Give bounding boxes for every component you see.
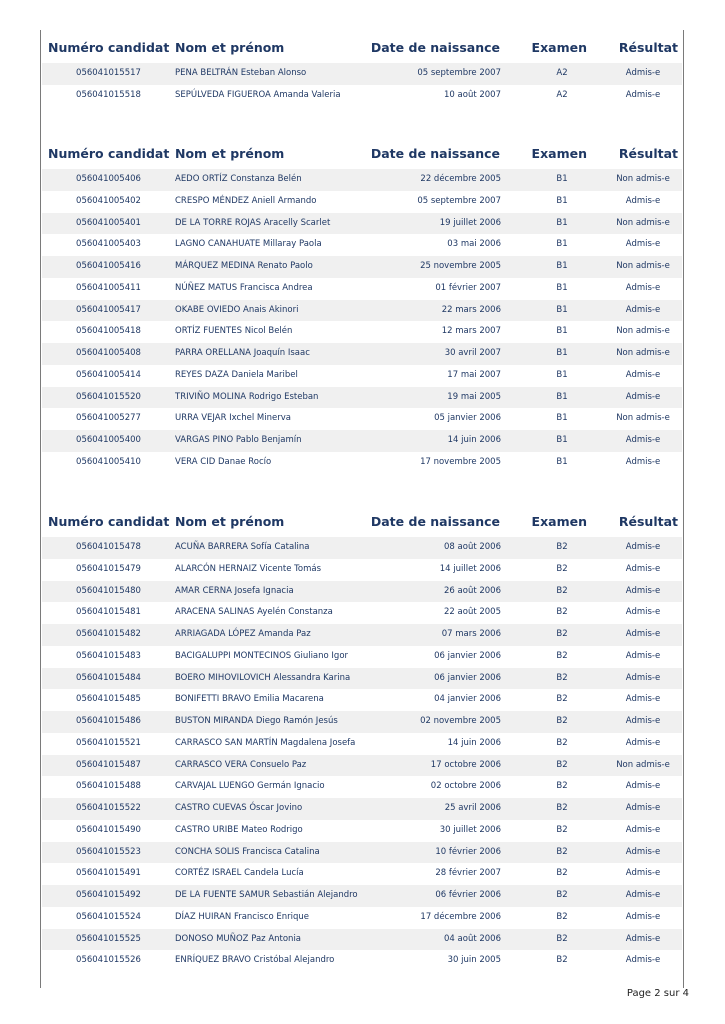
cell-nom-prenom: BOERO MIHOVILOVICH Alessandra Karina: [175, 672, 351, 683]
cell-numero-candidat: 056041015525: [76, 933, 141, 944]
result-table: [42, 139, 682, 474]
cell-resultat: Admis-e: [625, 650, 661, 661]
table-header: [42, 139, 682, 169]
cell-nom-prenom: LAGNO CANAHUATE Millaray Paola: [175, 239, 322, 250]
cell-resultat: Admis-e: [625, 890, 661, 900]
cell-numero-candidat: 056041015523: [76, 846, 141, 857]
cell-numero-candidat: 056041015479: [76, 563, 141, 574]
cell-resultat: Admis-e: [625, 846, 661, 857]
cell-examen: A2: [556, 89, 568, 100]
cell-numero-candidat: 056041015517: [76, 68, 141, 78]
table-header: [42, 507, 682, 537]
cell-examen: B1: [556, 239, 568, 250]
cell-date-naissance: 22 août 2005: [444, 607, 501, 618]
cell-date-naissance: 12 mars 2007: [441, 326, 501, 337]
cell-examen: B1: [556, 217, 568, 228]
cell-numero-candidat: 056041015492: [76, 890, 141, 900]
cell-nom-prenom: ORTÍZ FUENTES Nicol Belén: [175, 326, 293, 337]
cell-resultat: Admis-e: [625, 607, 661, 618]
cell-date-naissance: 06 février 2006: [435, 890, 501, 900]
cell-resultat: Admis-e: [625, 391, 661, 402]
cell-date-naissance: 26 août 2006: [444, 585, 501, 596]
cell-examen: B2: [556, 650, 568, 661]
cell-date-naissance: 25 novembre 2005: [420, 261, 501, 271]
table-row: [42, 863, 682, 885]
cell-examen: B2: [556, 672, 568, 683]
cell-date-naissance: 22 mars 2006: [441, 304, 501, 315]
cell-nom-prenom: CONCHA SOLIS Francisca Catalina: [175, 846, 320, 857]
cell-nom-prenom: VERA CID Danae Rocío: [175, 456, 272, 467]
cell-numero-candidat: 056041015518: [76, 89, 141, 100]
cell-examen: B1: [556, 348, 568, 358]
cell-numero-candidat: 056041015481: [76, 607, 141, 618]
cell-examen: B1: [556, 304, 568, 315]
cell-date-naissance: 03 mai 2006: [447, 239, 501, 250]
header-nom-prenom: Nom et prénom: [175, 146, 285, 161]
table-row: [42, 191, 682, 213]
header-date-naissance: Date de naissance: [370, 40, 500, 55]
table-row: [42, 689, 682, 711]
header-numero-candidat: Numéro candidat: [48, 514, 170, 529]
cell-examen: B1: [556, 282, 568, 293]
table-row: [42, 602, 682, 624]
table-row: [42, 950, 682, 972]
cell-date-naissance: 19 mai 2005: [447, 391, 501, 402]
cell-resultat: Admis-e: [625, 563, 661, 574]
cell-examen: B1: [556, 326, 568, 337]
table-row: [42, 646, 682, 668]
table-row: [42, 408, 682, 430]
header-examen: Examen: [531, 514, 587, 529]
cell-examen: B1: [556, 391, 568, 402]
table-row: [42, 63, 682, 85]
cell-nom-prenom: MÁRQUEZ MEDINA Renato Paolo: [175, 261, 313, 271]
cell-date-naissance: 06 janvier 2006: [434, 672, 501, 683]
header-numero-candidat: Numéro candidat: [48, 40, 170, 55]
cell-date-naissance: 04 janvier 2006: [434, 694, 501, 705]
cell-examen: B2: [556, 563, 568, 574]
cell-nom-prenom: ALARCÓN HERNAIZ Vicente Tomás: [175, 563, 322, 574]
cell-examen: B2: [556, 737, 568, 748]
cell-resultat: Admis-e: [625, 933, 661, 944]
cell-numero-candidat: 056041005416: [76, 261, 141, 271]
cell-numero-candidat: 056041005403: [76, 239, 141, 250]
cell-numero-candidat: 056041015522: [76, 803, 141, 813]
header-nom-prenom: Nom et prénom: [175, 514, 285, 529]
page-frame-right: [683, 30, 684, 988]
cell-examen: B2: [556, 694, 568, 705]
header-numero-candidat: Numéro candidat: [48, 146, 170, 161]
cell-resultat: Non admis-e: [616, 261, 670, 271]
cell-examen: B2: [556, 868, 568, 879]
cell-resultat: Admis-e: [625, 694, 661, 705]
cell-numero-candidat: 056041015483: [76, 650, 141, 661]
cell-nom-prenom: DE LA TORRE ROJAS Aracelly Scarlet: [175, 217, 331, 228]
cell-nom-prenom: CASTRO URIBE Mateo Rodrigo: [175, 824, 303, 835]
cell-nom-prenom: CASTRO CUEVAS Óscar Jovino: [175, 803, 303, 813]
cell-resultat: Admis-e: [625, 585, 661, 596]
cell-date-naissance: 28 février 2007: [435, 868, 501, 879]
cell-numero-candidat: 056041015488: [76, 781, 141, 792]
cell-resultat: Admis-e: [625, 911, 661, 922]
table-row: [42, 842, 682, 864]
header-date-naissance: Date de naissance: [370, 514, 500, 529]
cell-nom-prenom: CARVAJAL LUENGO Germán Ignacio: [175, 781, 325, 792]
header-examen: Examen: [531, 40, 587, 55]
cell-numero-candidat: 056041015524: [76, 911, 141, 922]
cell-numero-candidat: 056041015487: [76, 759, 141, 770]
cell-resultat: Admis-e: [625, 803, 661, 813]
page-frame-left: [40, 30, 41, 988]
table-row: [42, 169, 682, 191]
cell-examen: B1: [556, 456, 568, 467]
cell-examen: B2: [556, 803, 568, 813]
cell-resultat: Admis-e: [625, 304, 661, 315]
cell-nom-prenom: PENA BELTRÁN Esteban Alonso: [175, 68, 307, 78]
cell-numero-candidat: 056041005417: [76, 304, 141, 315]
cell-resultat: Non admis-e: [616, 348, 670, 358]
cell-date-naissance: 02 octobre 2006: [430, 781, 501, 792]
cell-numero-candidat: 056041005401: [76, 217, 141, 228]
table-row: [42, 321, 682, 343]
cell-resultat: Admis-e: [625, 89, 661, 100]
cell-examen: B2: [556, 759, 568, 770]
table-row: [42, 278, 682, 300]
cell-nom-prenom: OKABE OVIEDO Anais Akinori: [175, 304, 299, 315]
cell-date-naissance: 05 septembre 2007: [417, 68, 501, 78]
cell-nom-prenom: BUSTON MIRANDA Diego Ramón Jesús: [175, 716, 338, 726]
cell-nom-prenom: VARGAS PINO Pablo Benjamín: [175, 435, 302, 445]
cell-examen: B1: [556, 413, 568, 424]
cell-nom-prenom: ARRIAGADA LÓPEZ Amanda Paz: [175, 629, 311, 639]
header-resultat: Résultat: [618, 40, 678, 55]
cell-date-naissance: 02 novembre 2005: [420, 716, 501, 726]
cell-resultat: Admis-e: [625, 369, 661, 380]
cell-date-naissance: 10 février 2006: [435, 846, 501, 857]
cell-nom-prenom: BACIGALUPPI MONTECINOS Giuliano Igor: [175, 650, 349, 661]
cell-nom-prenom: CORTÉZ ISRAEL Candela Lucía: [175, 868, 304, 879]
table-row: [42, 798, 682, 820]
table-row: [42, 581, 682, 603]
cell-examen: B1: [556, 369, 568, 380]
header-resultat: Résultat: [618, 514, 678, 529]
cell-numero-candidat: 056041015485: [76, 694, 141, 705]
cell-examen: B2: [556, 911, 568, 922]
cell-date-naissance: 06 janvier 2006: [434, 650, 501, 661]
cell-date-naissance: 25 avril 2006: [444, 803, 501, 813]
cell-date-naissance: 10 août 2007: [444, 89, 501, 100]
cell-nom-prenom: TRIVIÑO MOLINA Rodrigo Esteban: [175, 391, 319, 402]
cell-examen: B1: [556, 195, 568, 206]
cell-nom-prenom: ARACENA SALINAS Ayelén Constanza: [175, 607, 333, 618]
cell-date-naissance: 19 juillet 2006: [439, 217, 501, 228]
cell-nom-prenom: BONIFETTI BRAVO Emilia Macarena: [175, 694, 324, 705]
cell-resultat: Admis-e: [625, 737, 661, 748]
table-row: [42, 776, 682, 798]
cell-date-naissance: 17 décembre 2006: [420, 911, 501, 922]
table-row: [42, 343, 682, 365]
cell-resultat: Admis-e: [625, 781, 661, 792]
cell-nom-prenom: NÚÑEZ MATUS Francisca Andrea: [175, 282, 313, 293]
cell-date-naissance: 17 octobre 2006: [430, 759, 501, 770]
table-row: [42, 256, 682, 278]
cell-resultat: Admis-e: [625, 456, 661, 467]
cell-numero-candidat: 056041005418: [76, 326, 141, 337]
cell-numero-candidat: 056041015490: [76, 824, 141, 835]
cell-examen: B1: [556, 174, 568, 184]
table-row: [42, 300, 682, 322]
cell-nom-prenom: CARRASCO SAN MARTÍN Magdalena Josefa: [175, 737, 356, 748]
cell-date-naissance: 17 mai 2007: [447, 369, 501, 380]
header-nom-prenom: Nom et prénom: [175, 40, 285, 55]
cell-date-naissance: 05 septembre 2007: [417, 195, 501, 206]
cell-resultat: Non admis-e: [616, 326, 670, 337]
cell-resultat: Admis-e: [625, 68, 661, 78]
cell-examen: B2: [556, 585, 568, 596]
cell-date-naissance: 30 juin 2005: [447, 955, 501, 966]
cell-numero-candidat: 056041015480: [76, 585, 141, 596]
cell-numero-candidat: 056041015491: [76, 868, 141, 879]
cell-examen: B2: [556, 781, 568, 792]
table-row: [42, 755, 682, 777]
cell-resultat: Admis-e: [625, 824, 661, 835]
cell-date-naissance: 30 juillet 2006: [439, 824, 501, 835]
cell-resultat: Admis-e: [625, 435, 661, 445]
table-row: [42, 85, 682, 107]
cell-date-naissance: 04 août 2006: [444, 933, 501, 944]
cell-resultat: Admis-e: [625, 195, 661, 206]
table-row: [42, 537, 682, 559]
cell-resultat: Admis-e: [625, 629, 661, 639]
cell-numero-candidat: 056041005406: [76, 174, 141, 184]
cell-numero-candidat: 056041015486: [76, 716, 141, 726]
cell-numero-candidat: 056041015520: [76, 391, 141, 402]
cell-examen: B2: [556, 542, 568, 552]
cell-numero-candidat: 056041015484: [76, 672, 141, 683]
table-row: [42, 929, 682, 951]
cell-nom-prenom: REYES DAZA Daniela Maribel: [175, 369, 298, 380]
cell-resultat: Admis-e: [625, 542, 661, 552]
cell-nom-prenom: CARRASCO VERA Consuelo Paz: [175, 759, 307, 770]
cell-date-naissance: 08 août 2006: [444, 542, 501, 552]
table-row: [42, 559, 682, 581]
cell-resultat: Non admis-e: [616, 759, 670, 770]
cell-date-naissance: 30 avril 2007: [444, 348, 501, 358]
result-table: [42, 33, 682, 107]
cell-numero-candidat: 056041015478: [76, 542, 141, 552]
cell-nom-prenom: PARRA ORELLANA Joaquín Isaac: [175, 348, 310, 358]
cell-date-naissance: 01 février 2007: [435, 282, 501, 293]
table-row: [42, 365, 682, 387]
cell-numero-candidat: 056041015521: [76, 737, 141, 748]
cell-nom-prenom: ACUÑA BARRERA Sofía Catalina: [175, 542, 310, 552]
cell-numero-candidat: 056041015526: [76, 955, 141, 966]
cell-numero-candidat: 056041015482: [76, 629, 141, 639]
cell-resultat: Non admis-e: [616, 174, 670, 184]
table-header: [42, 33, 682, 63]
header-date-naissance: Date de naissance: [370, 146, 500, 161]
cell-nom-prenom: URRA VEJAR Ixchel Minerva: [175, 413, 291, 424]
cell-nom-prenom: DÍAZ HUIRAN Francisco Enrique: [175, 911, 309, 922]
cell-date-naissance: 05 janvier 2006: [434, 413, 501, 424]
cell-numero-candidat: 056041005410: [76, 456, 141, 467]
header-resultat: Résultat: [618, 146, 678, 161]
cell-nom-prenom: CRESPO MÉNDEZ Aniell Armando: [175, 195, 317, 206]
cell-date-naissance: 17 novembre 2005: [420, 456, 501, 467]
cell-nom-prenom: SEPÚLVEDA FIGUEROA Amanda Valeria: [175, 89, 341, 100]
cell-date-naissance: 14 juin 2006: [447, 737, 501, 748]
cell-numero-candidat: 056041005400: [76, 435, 141, 445]
cell-date-naissance: 22 décembre 2005: [420, 174, 501, 184]
cell-resultat: Non admis-e: [616, 217, 670, 228]
cell-nom-prenom: ENRÍQUEZ BRAVO Cristóbal Alejandro: [175, 955, 335, 966]
cell-nom-prenom: DONOSO MUÑOZ Paz Antonia: [175, 933, 302, 944]
cell-examen: B1: [556, 261, 568, 271]
cell-resultat: Admis-e: [625, 672, 661, 683]
cell-examen: B2: [556, 846, 568, 857]
cell-examen: B2: [556, 629, 568, 639]
cell-examen: A2: [556, 68, 568, 78]
cell-numero-candidat: 056041005411: [76, 282, 141, 293]
cell-resultat: Admis-e: [625, 868, 661, 879]
cell-examen: B1: [556, 435, 568, 445]
cell-numero-candidat: 056041005408: [76, 348, 141, 358]
table-row: [42, 387, 682, 409]
table-row: [42, 733, 682, 755]
cell-examen: B2: [556, 933, 568, 944]
cell-numero-candidat: 056041005402: [76, 195, 141, 206]
table-row: [42, 234, 682, 256]
cell-examen: B2: [556, 716, 568, 726]
cell-date-naissance: 07 mars 2006: [441, 629, 501, 639]
cell-date-naissance: 14 juillet 2006: [439, 563, 501, 574]
table-row: [42, 452, 682, 474]
table-row: [42, 624, 682, 646]
table-row: [42, 885, 682, 907]
table-row: [42, 213, 682, 235]
cell-examen: B2: [556, 955, 568, 966]
header-examen: Examen: [531, 146, 587, 161]
cell-resultat: Admis-e: [625, 955, 661, 966]
cell-nom-prenom: AEDO ORTÍZ Constanza Belén: [175, 174, 302, 184]
page-number: Page 2 sur 4: [626, 988, 689, 999]
cell-resultat: Admis-e: [625, 716, 661, 726]
cell-examen: B2: [556, 824, 568, 835]
result-table: [42, 507, 682, 972]
cell-nom-prenom: DE LA FUENTE SAMUR Sebastián Alejandro: [175, 890, 358, 900]
cell-examen: B2: [556, 890, 568, 900]
table-row: [42, 907, 682, 929]
cell-resultat: Admis-e: [625, 282, 661, 293]
table-row: [42, 820, 682, 842]
cell-date-naissance: 14 juin 2006: [447, 435, 501, 445]
table-row: [42, 430, 682, 452]
cell-nom-prenom: AMAR CERNA Josefa Ignacia: [175, 585, 294, 596]
cell-examen: B2: [556, 607, 568, 618]
cell-numero-candidat: 056041005414: [76, 369, 141, 380]
cell-resultat: Admis-e: [625, 239, 661, 250]
cell-resultat: Non admis-e: [616, 413, 670, 424]
table-row: [42, 711, 682, 733]
cell-numero-candidat: 056041005277: [76, 413, 141, 424]
table-row: [42, 668, 682, 690]
